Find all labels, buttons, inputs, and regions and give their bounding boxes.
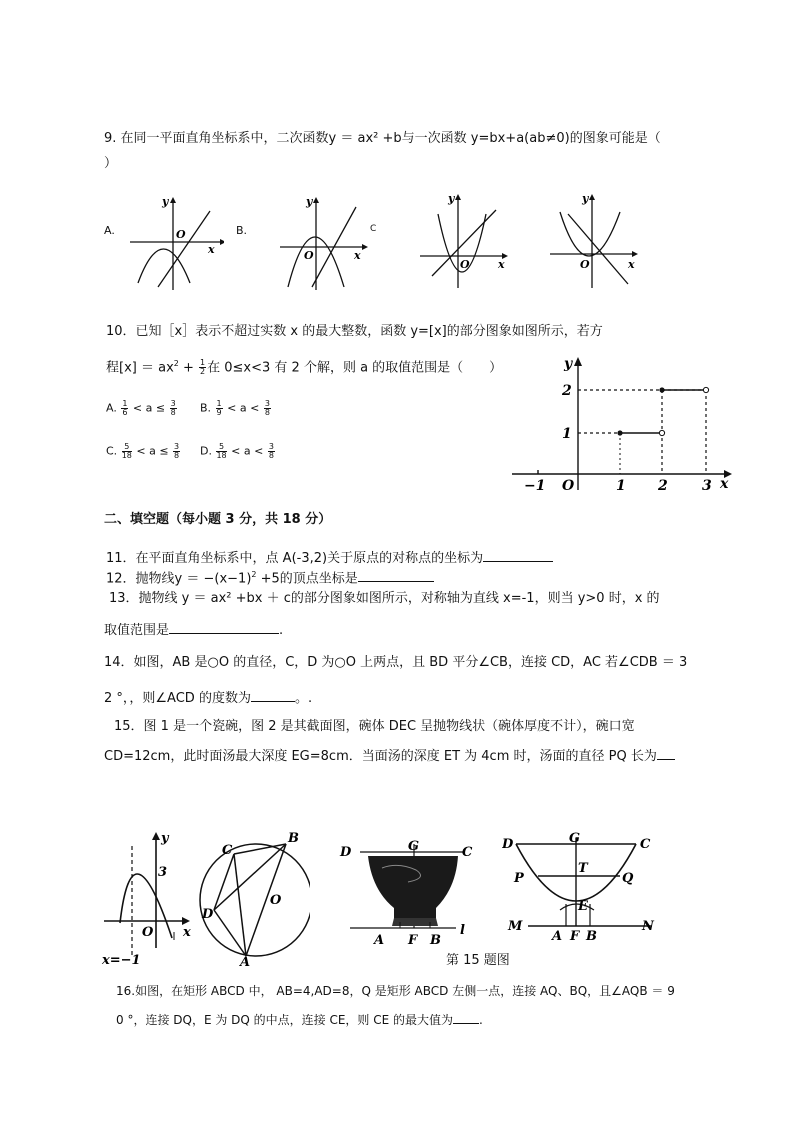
q9b-origin-label: O <box>304 249 314 262</box>
q15-figure-caption: 第 15 题图 <box>446 953 510 968</box>
q14f-point-b: B <box>288 831 299 846</box>
q9-option-c-label: C <box>370 224 377 234</box>
q10-option-d-frac2 <box>268 443 275 460</box>
q14f-center-o: O <box>270 893 282 908</box>
q15b-point-a: A <box>552 929 563 944</box>
q9a-origin-label: O <box>176 228 186 241</box>
q9d-origin-label: O <box>580 258 590 271</box>
q10g-tick-y1: 1 <box>562 426 572 442</box>
q10g-y-label: y <box>564 356 573 372</box>
q13-line2 <box>104 620 283 640</box>
q13f-origin-label: O <box>142 925 154 940</box>
q15b-point-q: Q <box>622 871 634 886</box>
q10-b-n2: 3 <box>264 399 270 408</box>
q10-floor-graph <box>508 352 736 494</box>
q10-line2-pre: 程[x] ＝ ax <box>106 360 174 376</box>
q15b-point-p: P <box>514 871 524 886</box>
q10-b-rel: < a < <box>223 401 263 415</box>
q15-answer-blank[interactable] <box>657 746 675 760</box>
q9d-y-label: y <box>582 192 589 205</box>
q10-c-d1: 18 <box>121 451 132 460</box>
q15b-point-g: G <box>569 831 581 846</box>
q10-line2 <box>106 355 502 377</box>
q14f-point-a: A <box>240 955 251 968</box>
q10-c-n2: 3 <box>174 442 180 451</box>
q13-line2-text: 取值范围是 <box>104 623 170 638</box>
q10-c-rel: < a ≤ <box>132 444 173 458</box>
q9d-x-label: x <box>628 258 635 271</box>
q10g-tick-y2: 2 <box>562 383 572 399</box>
q13-end: . <box>279 623 284 638</box>
q15a-point-a: A <box>374 933 385 948</box>
q9a-y-label: y <box>162 195 169 208</box>
q10g-tick-x2: 2 <box>658 478 668 494</box>
q9-graph-c <box>418 190 514 290</box>
q15a-point-g: G <box>408 839 420 854</box>
q12-pre: 12．抛物线y ＝ −(x−1) <box>106 571 252 587</box>
q16-answer-blank[interactable] <box>453 1010 479 1024</box>
section-2-heading: 二、填空题（每小题 3 分，共 18 分） <box>104 512 332 527</box>
q10-option-d <box>200 443 276 460</box>
q10-option-a-label: A. <box>106 401 117 415</box>
q15a-point-d: D <box>340 845 352 860</box>
q10g-origin-label: O <box>562 478 575 494</box>
q15b-point-d: D <box>502 837 514 852</box>
q9-graph-d <box>548 190 644 290</box>
q10-a-d1: 6 <box>122 408 128 417</box>
q12-answer-blank[interactable] <box>358 568 434 582</box>
q12 <box>106 566 434 588</box>
q10-option-b-label: B. <box>200 401 212 415</box>
q15-bowl-figure <box>338 838 478 950</box>
q10-option-d-frac1 <box>216 443 226 460</box>
q15b-point-n: N <box>642 919 654 934</box>
q14-answer-blank[interactable] <box>251 688 295 702</box>
q10-a-rel: < a ≤ <box>129 401 169 415</box>
q9-option-a-label: A. <box>104 224 115 237</box>
q9-option-b-label: B. <box>236 224 248 237</box>
q10-option-c-frac1 <box>122 443 132 460</box>
q10-option-b-frac2 <box>264 400 271 417</box>
q15b-point-c: C <box>640 837 651 852</box>
q11-answer-blank[interactable] <box>483 548 553 562</box>
q13-parabola-figure <box>100 828 200 968</box>
q15b-point-e: E <box>578 899 588 914</box>
q15-line2 <box>104 746 675 766</box>
q10-b-d1: 9 <box>216 408 222 417</box>
q10-a-d2: 8 <box>170 408 176 417</box>
q15a-point-c: C <box>462 845 473 860</box>
q13-answer-blank[interactable] <box>169 620 279 634</box>
q10-d-d1: 18 <box>216 451 227 460</box>
q13f-x-label: x <box>183 925 191 940</box>
q16-end: . <box>479 1013 483 1027</box>
q14f-point-d: D <box>202 907 214 922</box>
q12-post: +5的顶点坐标是 <box>256 571 358 587</box>
q10-option-b <box>200 400 272 417</box>
q10-a-n1: 1 <box>122 399 128 408</box>
q11 <box>106 548 553 568</box>
q10-option-a <box>106 400 178 417</box>
q9-line1: 9. 在同一平面直角坐标系中，二次函数y ＝ ax² +b与一次函数 y=bx+a(ab≠0)的图象可能是（ <box>104 131 661 146</box>
q9c-origin-label: O <box>460 258 470 271</box>
q14-circle-figure <box>198 828 310 968</box>
q10-b-n1: 1 <box>216 399 222 408</box>
q10-c-n1: 5 <box>122 443 132 452</box>
q10-option-c <box>106 443 181 460</box>
q15b-point-m: M <box>508 919 523 934</box>
q10-frac-half <box>199 359 206 376</box>
q10-line2-mid: + <box>178 360 199 376</box>
q15b-point-b: B <box>586 929 597 944</box>
q15a-point-b: B <box>430 933 441 948</box>
q16-line2-text: 0 °，连接 DQ，E 为 DQ 的中点，连接 CE，则 CE 的最大值为 <box>116 1013 454 1027</box>
q15-cross-section-figure <box>502 830 662 948</box>
q9a-x-label: x <box>208 243 215 256</box>
q10-d-n1: 5 <box>216 443 226 452</box>
q12-sup: 2 <box>251 570 257 579</box>
q10g-tick-x1: 1 <box>616 478 626 494</box>
q10-option-b-frac1 <box>216 400 223 417</box>
q9c-x-label: x <box>498 258 505 271</box>
q14-line2 <box>104 688 312 708</box>
q15-line1: 15．图 1 是一个瓷碗，图 2 是其截面图，碗体 DEC 呈抛物线状（碗体厚度不计），碗口宽 <box>114 719 635 734</box>
q9b-y-label: y <box>306 195 313 208</box>
q15b-point-t: T <box>578 861 588 876</box>
q10-option-c-label: C. <box>106 444 118 458</box>
q10-line2-post: 在 0≤x<3 有 2 个解，则 a 的取值范围是（ ） <box>207 360 503 376</box>
q9-graph-b <box>278 195 370 295</box>
q14f-point-c: C <box>222 843 233 858</box>
q10g-tick-xm1: −1 <box>524 478 546 494</box>
q15b-point-f: F <box>570 929 580 944</box>
q10-frac-half-den: 2 <box>200 367 206 377</box>
q10-b-d2: 8 <box>264 408 270 417</box>
q11-text: 11．在平面直角坐标系中，点 A(-3,2)关于原点的对称点的坐标为 <box>106 551 484 566</box>
q13f-tick-3: 3 <box>158 865 168 880</box>
q14-line1: 14．如图，AB 是○O 的直径，C，D 为○O 上两点，且 BD 平分∠CB，连接 CD，AC 若∠CDB ＝ 3 <box>104 655 688 670</box>
q13-line1: 13．抛物线 y ＝ ax² +bx ＋ c的部分图象如图所示，对称轴为直线 x=-1，则当 y>0 时，x 的 <box>109 591 660 606</box>
q9-graph-a <box>128 195 224 295</box>
q10-option-c-frac2 <box>173 443 180 460</box>
q14-line2-text: 2 °，，则∠ACD 的度数为 <box>104 691 251 706</box>
q10-option-d-label: D. <box>200 444 212 458</box>
q9b-x-label: x <box>354 249 361 262</box>
q10-line2-sup: 2 <box>173 359 179 368</box>
q10-d-d2: 8 <box>268 451 274 460</box>
q10-line1: 10．已知［x］表示不超过实数 x 的最大整数，函数 y=[x]的部分图象如图所示，若方 <box>106 324 603 339</box>
q9c-y-label: y <box>448 192 455 205</box>
q15a-point-f: F <box>408 933 418 948</box>
q10-d-n2: 3 <box>268 442 274 451</box>
q9-line2: ） <box>104 156 118 171</box>
q13f-y-label: y <box>161 831 169 846</box>
q10g-x-label: x <box>720 476 729 492</box>
q10-c-d2: 8 <box>174 451 180 460</box>
q10-d-rel: < a < <box>227 444 267 458</box>
q10-frac-half-num: 1 <box>200 358 206 368</box>
q15-line2-text: CD=12cm，此时面汤最大深度 EG=8cm．当面汤的深度 ET 为 4cm 时，汤面的直径 PQ 长为 <box>104 749 657 764</box>
q10-option-a-frac1 <box>121 400 128 417</box>
q16-line2 <box>116 1010 483 1029</box>
q14-end: 。. <box>294 691 313 706</box>
q10-option-a-frac2 <box>170 400 177 417</box>
q10-a-n2: 3 <box>170 399 176 408</box>
q16-line1: 16.如图，在矩形 ABCD 中， AB=4,AD=8，Q 是矩形 ABCD 左侧一点，连接 AQ、BQ，且∠AQB ＝ 9 <box>116 984 675 998</box>
q10g-tick-x3: 3 <box>702 478 712 494</box>
q13f-axis-label: x=−1 <box>102 953 141 968</box>
q15a-line-l: l <box>460 923 465 938</box>
